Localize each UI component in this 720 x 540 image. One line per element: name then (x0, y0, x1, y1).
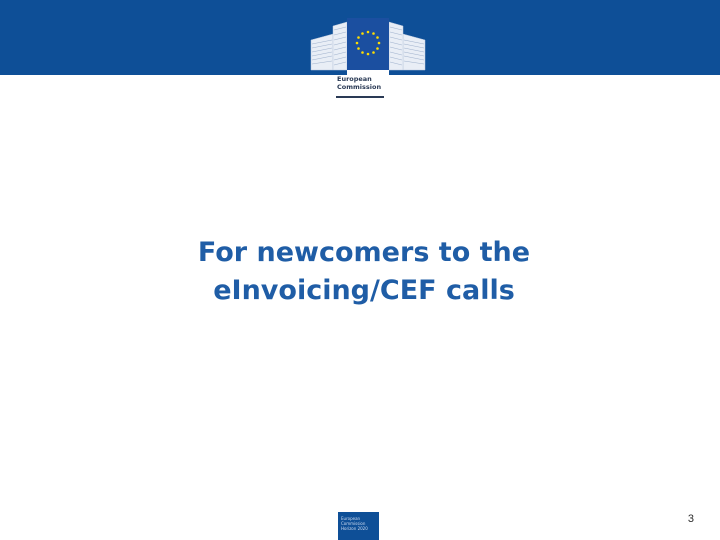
logo-underline (336, 96, 384, 98)
footer-logo (338, 512, 379, 540)
slide-title-line-1: For newcomers to the (197, 237, 531, 268)
logo-line-commission: Commission (337, 83, 382, 91)
slide-title (100, 234, 628, 310)
footer-logo-line-2: Commission (341, 521, 366, 526)
footer-logo-line-1: European (341, 516, 361, 521)
berlaymont-building-eu-flag-icon (307, 18, 429, 76)
slide-title-line-2: eInvoicing/CEF calls (213, 275, 515, 306)
logo-line-european: European (337, 75, 372, 83)
logo-wordmark (337, 75, 397, 91)
page-number: 3 (687, 513, 694, 525)
footer-logo-line-3: Horizon 2020 (341, 526, 368, 531)
european-commission-logo (307, 18, 429, 100)
